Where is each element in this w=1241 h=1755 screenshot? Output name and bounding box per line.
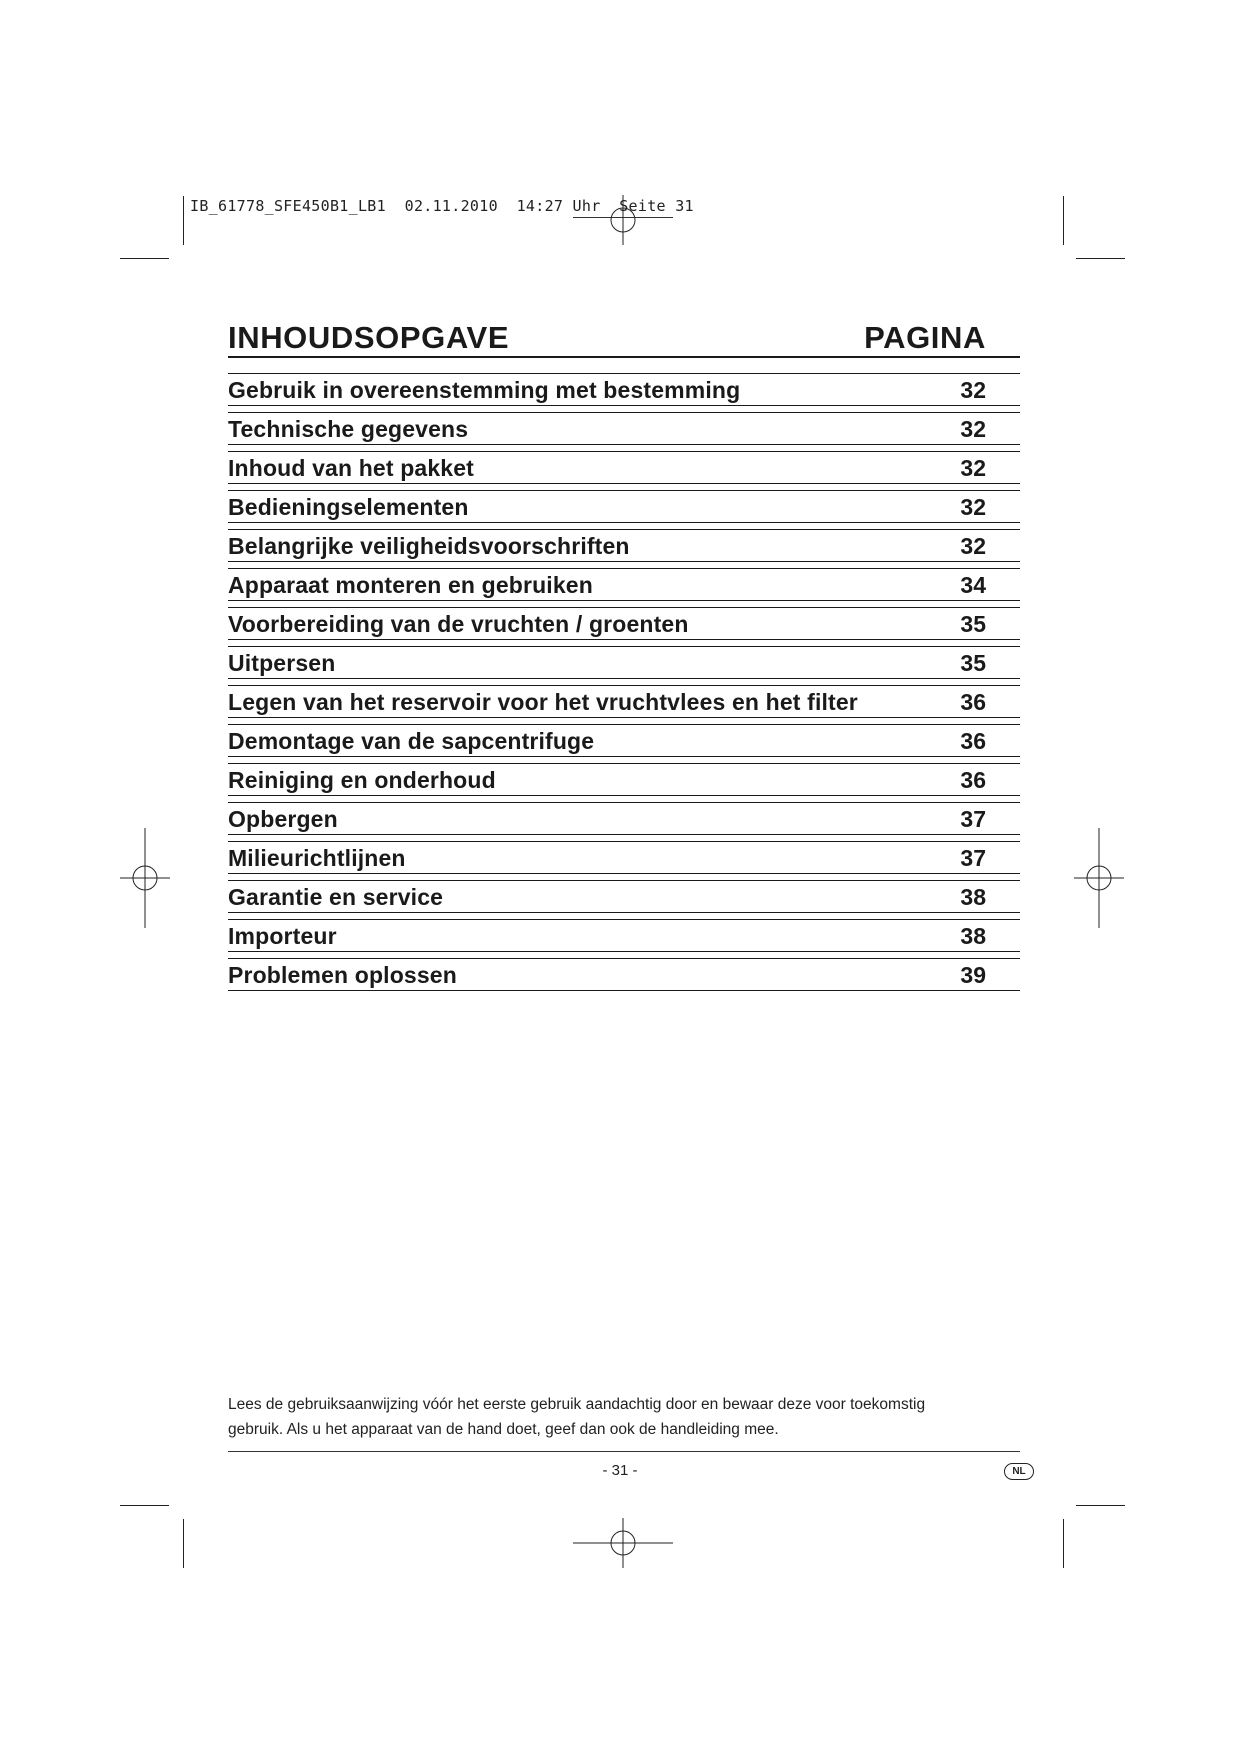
toc-entry[interactable]	[228, 373, 1020, 406]
toc-entry[interactable]	[228, 646, 1020, 679]
footer-divider	[228, 1451, 1020, 1452]
toc-entry[interactable]	[228, 841, 1020, 874]
toc-entry-label: Bedieningselementen	[228, 494, 469, 520]
toc-entry-label: Importeur	[228, 923, 337, 949]
crop-mark	[1076, 1505, 1125, 1506]
toc-entry[interactable]	[228, 880, 1020, 913]
toc-entry[interactable]	[228, 724, 1020, 757]
toc-entry[interactable]	[228, 607, 1020, 640]
crop-mark	[120, 1505, 169, 1506]
language-badge: NL	[1004, 1463, 1034, 1480]
toc-entry-label: Reiniging en onderhoud	[228, 767, 496, 793]
table-of-contents	[228, 312, 1020, 997]
toc-entry-label: Opbergen	[228, 806, 338, 832]
toc-entry-label: Gebruik in overeenstemming met bestemming	[228, 377, 741, 403]
toc-title: INHOUDSOPGAVE	[228, 320, 510, 355]
toc-entry-label: Milieurichtlijnen	[228, 845, 406, 871]
toc-entry[interactable]	[228, 919, 1020, 952]
toc-entry[interactable]	[228, 685, 1020, 718]
toc-entry-page: 36	[960, 689, 986, 715]
registration-mark-icon	[573, 1518, 673, 1568]
toc-entry-label: Voorbereiding van de vruchten / groenten	[228, 611, 689, 637]
toc-entry[interactable]	[228, 490, 1020, 523]
toc-entry-page: 35	[960, 650, 986, 676]
registration-mark-icon	[1074, 828, 1124, 928]
toc-entry-page: 32	[960, 494, 986, 520]
toc-entry[interactable]	[228, 412, 1020, 445]
toc-entry[interactable]	[228, 958, 1020, 991]
toc-entry-page: 36	[960, 728, 986, 754]
toc-entry-label: Problemen oplossen	[228, 962, 457, 988]
crop-mark	[1076, 258, 1125, 259]
crop-mark	[1063, 1519, 1064, 1568]
toc-entry[interactable]	[228, 451, 1020, 484]
toc-entry-label: Demontage van de sapcentrifuge	[228, 728, 595, 754]
toc-entry-label: Belangrijke veiligheidsvoorschriften	[228, 533, 630, 559]
crop-mark	[1063, 196, 1064, 245]
toc-entry-page: 32	[960, 455, 986, 481]
toc-entry[interactable]	[228, 763, 1020, 796]
registration-mark-icon	[120, 828, 170, 928]
toc-entry-page: 38	[960, 923, 986, 949]
crop-mark	[183, 1519, 184, 1568]
toc-entry-page: 34	[960, 572, 986, 598]
crop-mark	[120, 258, 169, 259]
toc-entry-page: 32	[960, 533, 986, 559]
usage-note-line: Lees de gebruiksaanwijzing vóór het eerste gebruik aandachtig door en bewaar deze voor toekomstig	[228, 1396, 926, 1413]
registration-mark-icon	[573, 195, 673, 245]
toc-header	[228, 312, 1020, 358]
toc-entry-label: Apparaat monteren en gebruiken	[228, 572, 593, 598]
crop-mark	[183, 196, 184, 245]
toc-entry-label: Garantie en service	[228, 884, 444, 910]
toc-entry-page: 37	[960, 845, 986, 871]
print-slug-line: IB_61778_SFE450B1_LB1 02.11.2010 14:27 Uhr Seite 31	[190, 197, 694, 215]
toc-entry[interactable]	[228, 568, 1020, 601]
toc-entry-page: 39	[960, 962, 986, 988]
toc-entry-label: Technische gegevens	[228, 416, 469, 442]
toc-entry-page: 37	[960, 806, 986, 832]
toc-entry[interactable]	[228, 802, 1020, 835]
toc-entry-label: Inhoud van het pakket	[228, 455, 474, 481]
toc-entry-page: 38	[960, 884, 986, 910]
page-number: - 31 -	[602, 1462, 638, 1479]
toc-entry-page: 32	[960, 416, 986, 442]
toc-entry-label: Legen van het reservoir voor het vruchtvlees en het filter	[228, 689, 858, 715]
toc-entry-page: 36	[960, 767, 986, 793]
usage-note	[228, 1392, 1018, 1442]
usage-note-line: gebruik. Als u het apparaat van de hand doet, geef dan ook de handleiding mee.	[228, 1421, 779, 1438]
toc-page-column-label: PAGINA	[864, 320, 986, 355]
toc-entry[interactable]	[228, 529, 1020, 562]
toc-entry-page: 32	[960, 377, 986, 403]
toc-list	[228, 373, 1020, 991]
toc-entry-label: Uitpersen	[228, 650, 336, 676]
toc-entry-page: 35	[960, 611, 986, 637]
